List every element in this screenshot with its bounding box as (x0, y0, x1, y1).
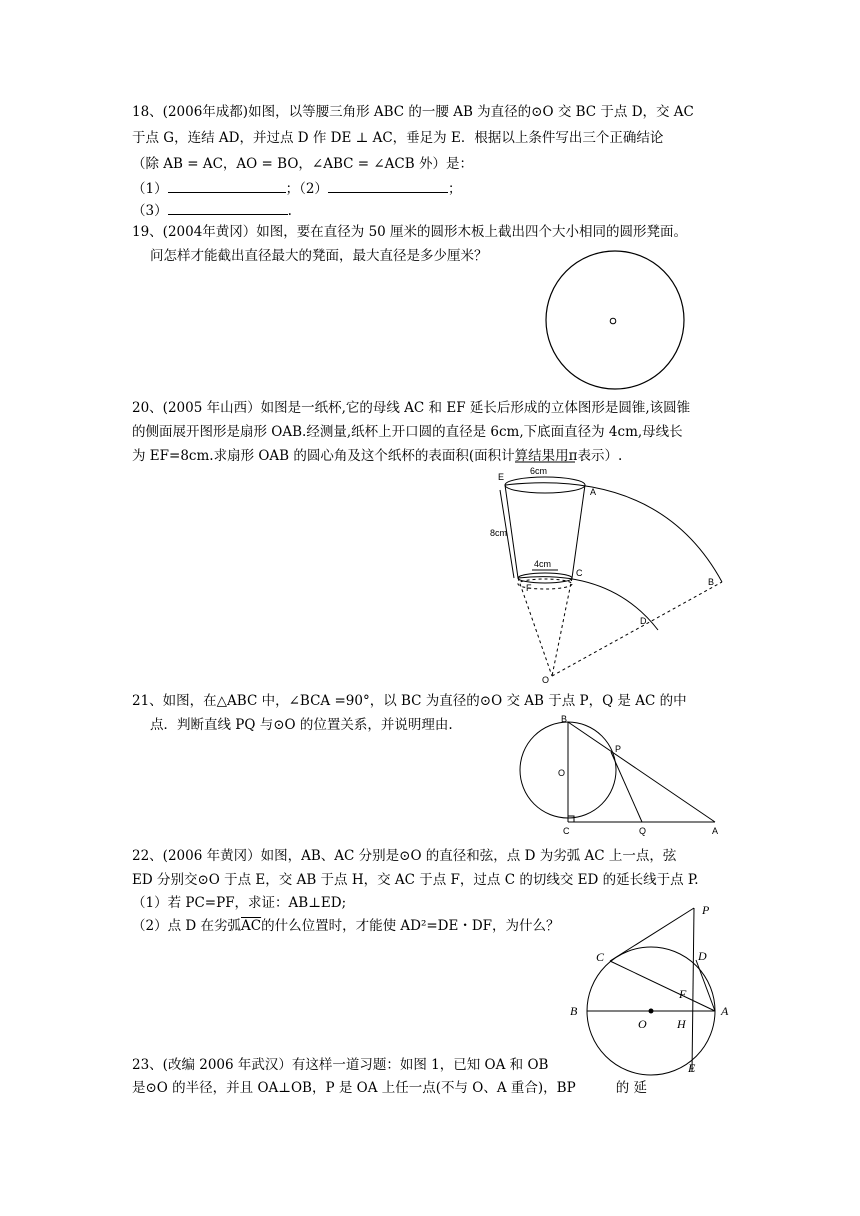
right-angle-mark (568, 816, 574, 822)
q23-line-1: 23、(改编 2006 年武汉）有这样一道习题：如图 1，已知 OA 和 OB (132, 1057, 549, 1073)
q22-line-1: 22、(2006 年黄冈）如图，AB、AC 分别是⊙O 的直径和弦，点 D 为劣弧 AC 上一点，弦 (132, 848, 677, 864)
q18-blank-2-end: ； (447, 181, 462, 197)
q18-answer-blank-1[interactable] (168, 178, 286, 193)
label-O: O (558, 768, 566, 778)
q18-blank-1-label: （1） (132, 181, 168, 197)
q23-line-2-end: 的 延 (615, 1080, 647, 1096)
label-H: H (677, 1017, 686, 1031)
q19-line-2: 问怎样才能截出直径最大的凳面，最大直径是多少厘米？ (150, 248, 488, 264)
label-B: B (570, 1004, 578, 1018)
label-B: B (561, 714, 568, 724)
q21-triangle-circle-figure (518, 712, 733, 837)
q20-line-2: 的侧面展开图形是扇形 OAB.经测量,纸杯上开口圆的直径是 6cm,下底面直径为 4cm,母线长 (132, 424, 683, 440)
label-Q: Q (639, 826, 647, 836)
label-A: A (590, 487, 597, 497)
sector-inner-arc (518, 577, 658, 630)
label-P: P (615, 744, 622, 754)
label-A: A (712, 826, 719, 836)
q19-circle-figure (540, 272, 690, 414)
q18-answer-blank-2[interactable] (328, 178, 448, 193)
cup-top-ellipse (505, 477, 585, 493)
arc-AC-label: $\overline{AC}$ (241, 918, 262, 934)
label-A: A (721, 1004, 729, 1018)
label-O: O (542, 675, 550, 685)
line-PQ (611, 752, 642, 822)
label-O: O (638, 1017, 647, 1031)
q18-blank-row-2 (132, 200, 292, 221)
q18-blank-3-end: . (287, 203, 292, 219)
q22-part2-start: （2）点 D 在劣弧 (132, 918, 241, 934)
label-C: C (563, 826, 570, 836)
q18-blank-3-label: （3） (132, 203, 168, 219)
board-circle (546, 251, 684, 389)
q22-line-3: （1）若 PC=PF，求证：AB⊥ED; (132, 895, 347, 911)
q18-answer-blank-3[interactable] (168, 200, 288, 215)
q21-line-1: 21、如图，在△ABC 中，∠BCA =90°，以 BC 为直径的⊙O 交 AB 于点 P，Q 是 AC 的中 (132, 693, 687, 709)
cone-right-dashed (552, 578, 572, 676)
q22-line-2: ED 分别交⊙O 于点 E，交 AB 于点 H，交 AC 于点 F，过点 C 的切线交 ED 的延长线于点 P. (132, 872, 699, 888)
label-4cm: 4cm (534, 559, 552, 569)
label-E: E (688, 1061, 696, 1075)
q18-line-2: 于点 G，连结 AD，并过点 D 作 DE ⊥ AC，垂足为 E．根据以上条件写出三个正确结论 (132, 130, 664, 146)
q20-line-1: 20、(2005 年山西）如图是一纸杯,它的母线 AC 和 EF 延长后形成的立体图形是圆锥,该圆锥 (132, 400, 691, 416)
q19-line-1: 19、(2004年黄冈）如图，要在直径为 50 厘米的圆形木板上截出四个大小相同的圆形凳面。 (132, 224, 688, 240)
label-D: D (698, 949, 707, 963)
radius-OB (552, 582, 722, 676)
label-8cm: 8cm (490, 528, 508, 538)
label-F: F (526, 583, 532, 593)
label-P: P (702, 903, 710, 917)
label-E: E (498, 472, 505, 482)
label-C: C (576, 568, 583, 578)
q22-circle-figure (566, 900, 746, 1080)
q22-line-4 (132, 916, 560, 936)
tangent-CP (610, 908, 694, 961)
label-6cm: 6cm (530, 466, 548, 476)
cup-side-right (572, 485, 585, 578)
q18-blank-row-1 (132, 178, 461, 199)
q18-line-1: 18、(2006年成都)如图，以等腰三角形 ABC 的一腰 AB 为直径的⊙O 交 BC 于点 D，交 AC (132, 104, 694, 120)
q21-line-2: 点．判断直线 PQ 与⊙O 的位置关系，并说明理由. (150, 717, 453, 733)
center-dot (610, 318, 616, 324)
side-AB (568, 722, 715, 822)
q23-line-2 (132, 1078, 647, 1098)
label-F: F (679, 987, 687, 1001)
line-PE (692, 908, 694, 1072)
q18-line-3: （除 AB = AC，AO = BO，∠ABC = ∠ACB 外）是： (132, 156, 473, 172)
cone-left-dashed (518, 578, 552, 676)
q22-part2-end: 的什么位置时，才能使 AD²=DE・DF，为什么？ (261, 918, 560, 934)
label-B: B (708, 577, 715, 587)
q20-paper-cup-figure (490, 458, 740, 688)
center-point-O (649, 1009, 654, 1014)
label-C: C (596, 950, 605, 964)
q20-line-3: 为 EF=8cm.求扇形 OAB 的圆心角及这个纸杯的表面积(面积计算结果用π表示）. (132, 448, 623, 464)
q18-blank-2-label: ；（2） (285, 181, 328, 197)
label-D: D (640, 616, 647, 626)
q23-line-2-text: 是⊙O 的半径，并且 OA⊥OB，P 是 OA 上任一点(不与 O、A 重合)，BP (132, 1080, 576, 1096)
